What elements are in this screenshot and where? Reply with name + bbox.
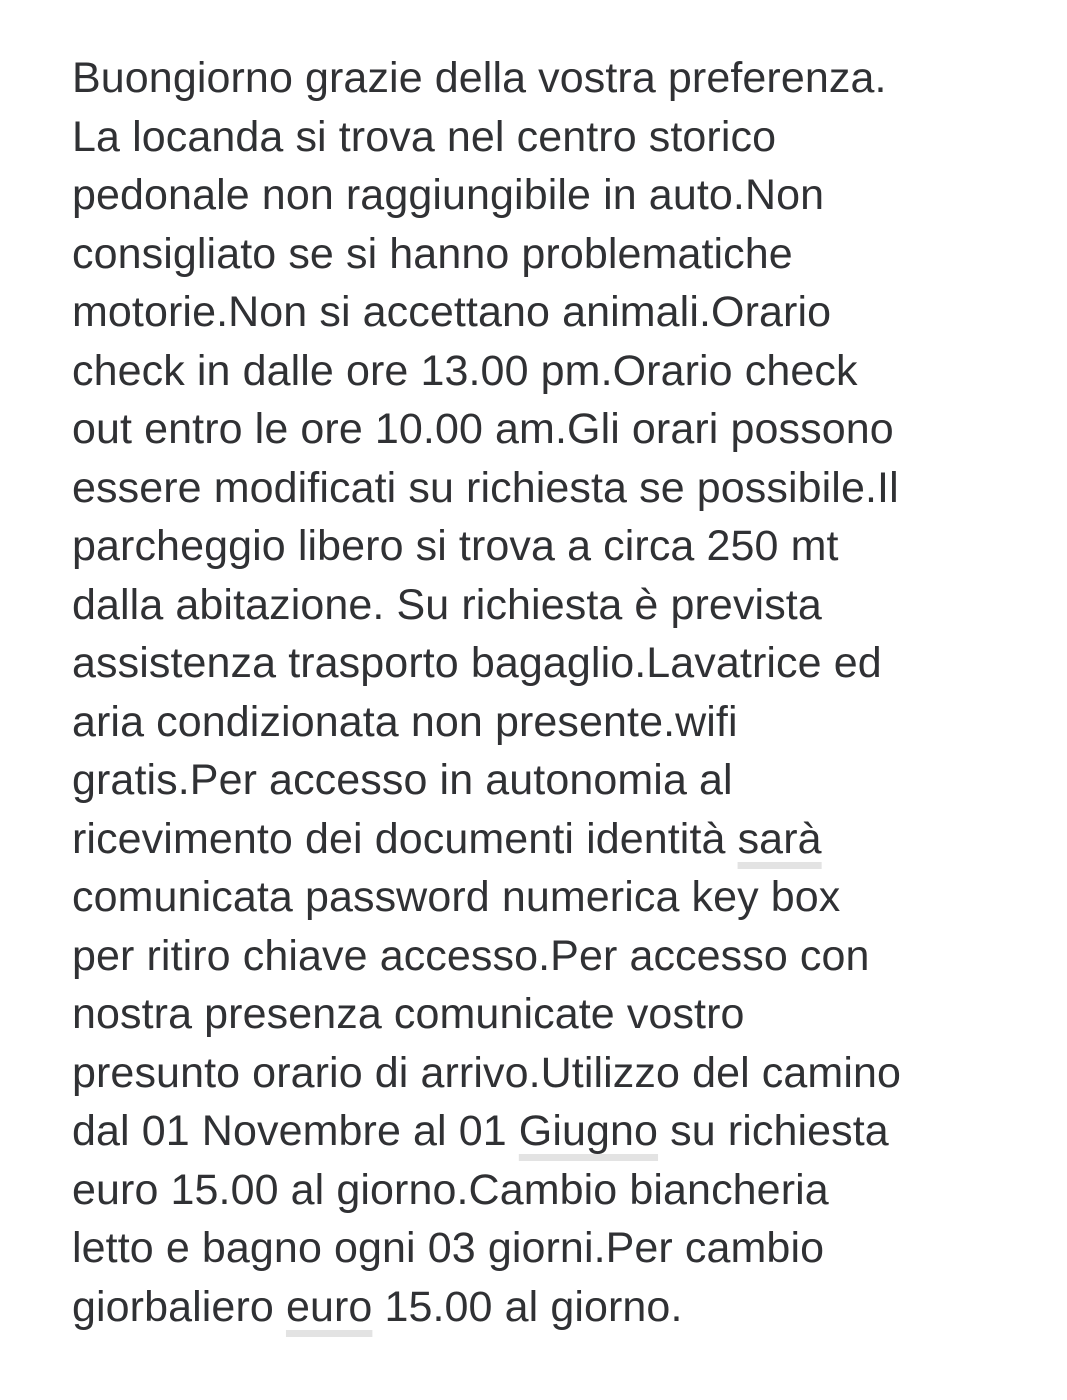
text-segment: Buongiorno grazie della vostra preferenza. xyxy=(72,54,887,102)
text-line xyxy=(72,1102,1027,1161)
text-segment: check in dalle ore 13.00 pm.Orario check xyxy=(72,346,858,395)
text-line xyxy=(72,1219,1027,1278)
text-line xyxy=(72,927,1027,986)
text-line xyxy=(72,751,1027,810)
text-segment: aria condizionata non presente.wifi xyxy=(72,697,738,746)
text-line xyxy=(72,517,1027,576)
text-segment: ricevimento dei documenti identità xyxy=(72,814,738,863)
text-segment: per ritiro chiave accesso.Per accesso con xyxy=(72,931,870,980)
text-line xyxy=(72,1161,1027,1220)
text-line xyxy=(72,1278,1027,1337)
text-line xyxy=(72,342,1027,401)
text-line xyxy=(72,985,1027,1044)
text-line xyxy=(72,225,1027,284)
text-line xyxy=(72,1044,1027,1103)
text-segment: out entro le ore 10.00 am.Gli orari possono xyxy=(72,405,894,453)
text-segment: pedonale non raggiungibile in auto.Non xyxy=(72,171,825,219)
text-segment: nostra presenza comunicate vostro xyxy=(72,990,745,1038)
text-segment: 15.00 al giorno. xyxy=(372,1282,683,1331)
text-line xyxy=(72,400,1027,459)
text-line xyxy=(72,108,1027,167)
text-segment: giorbaliero xyxy=(72,1282,286,1331)
text-line xyxy=(72,166,1027,225)
text-segment: La locanda si trova nel centro storico xyxy=(72,112,777,161)
text-segment: dalla abitazione. Su richiesta è prevista xyxy=(72,580,822,629)
text-line xyxy=(72,810,1027,869)
text-segment: assistenza trasporto bagaglio.Lavatrice ed xyxy=(72,639,882,687)
text-segment: gratis.Per accesso in autonomia al xyxy=(72,756,733,804)
text-segment: motorie.Non si accettano animali.Orario xyxy=(72,288,832,336)
spellcheck-underlined-word: euro xyxy=(285,1282,373,1331)
text-line xyxy=(72,283,1027,342)
text-segment: letto e bagno ogni 03 giorni.Per cambio xyxy=(72,1224,825,1272)
text-line xyxy=(72,634,1027,693)
text-segment: parcheggio libero si trova a circa 250 mt xyxy=(72,522,839,570)
spellcheck-underlined-word: Giugno xyxy=(518,1107,659,1155)
text-line xyxy=(72,576,1027,635)
spellcheck-underlined-word: sarà xyxy=(737,814,822,863)
text-line xyxy=(72,49,1027,108)
text-line xyxy=(72,459,1027,518)
text-segment: essere modificati su richiesta se possibile.Il xyxy=(72,463,899,512)
text-line xyxy=(72,693,1027,752)
text-segment: presunto orario di arrivo.Utilizzo del camino xyxy=(72,1048,902,1097)
text-segment: comunicata password numerica key box xyxy=(72,873,841,921)
text-segment: dal 01 Novembre al 01 xyxy=(72,1107,519,1155)
text-line xyxy=(72,868,1027,927)
text-segment: su richiesta xyxy=(658,1107,889,1155)
text-segment: consigliato se si hanno problematiche xyxy=(72,229,793,278)
text-segment: euro 15.00 al giorno.Cambio biancheria xyxy=(72,1165,829,1214)
